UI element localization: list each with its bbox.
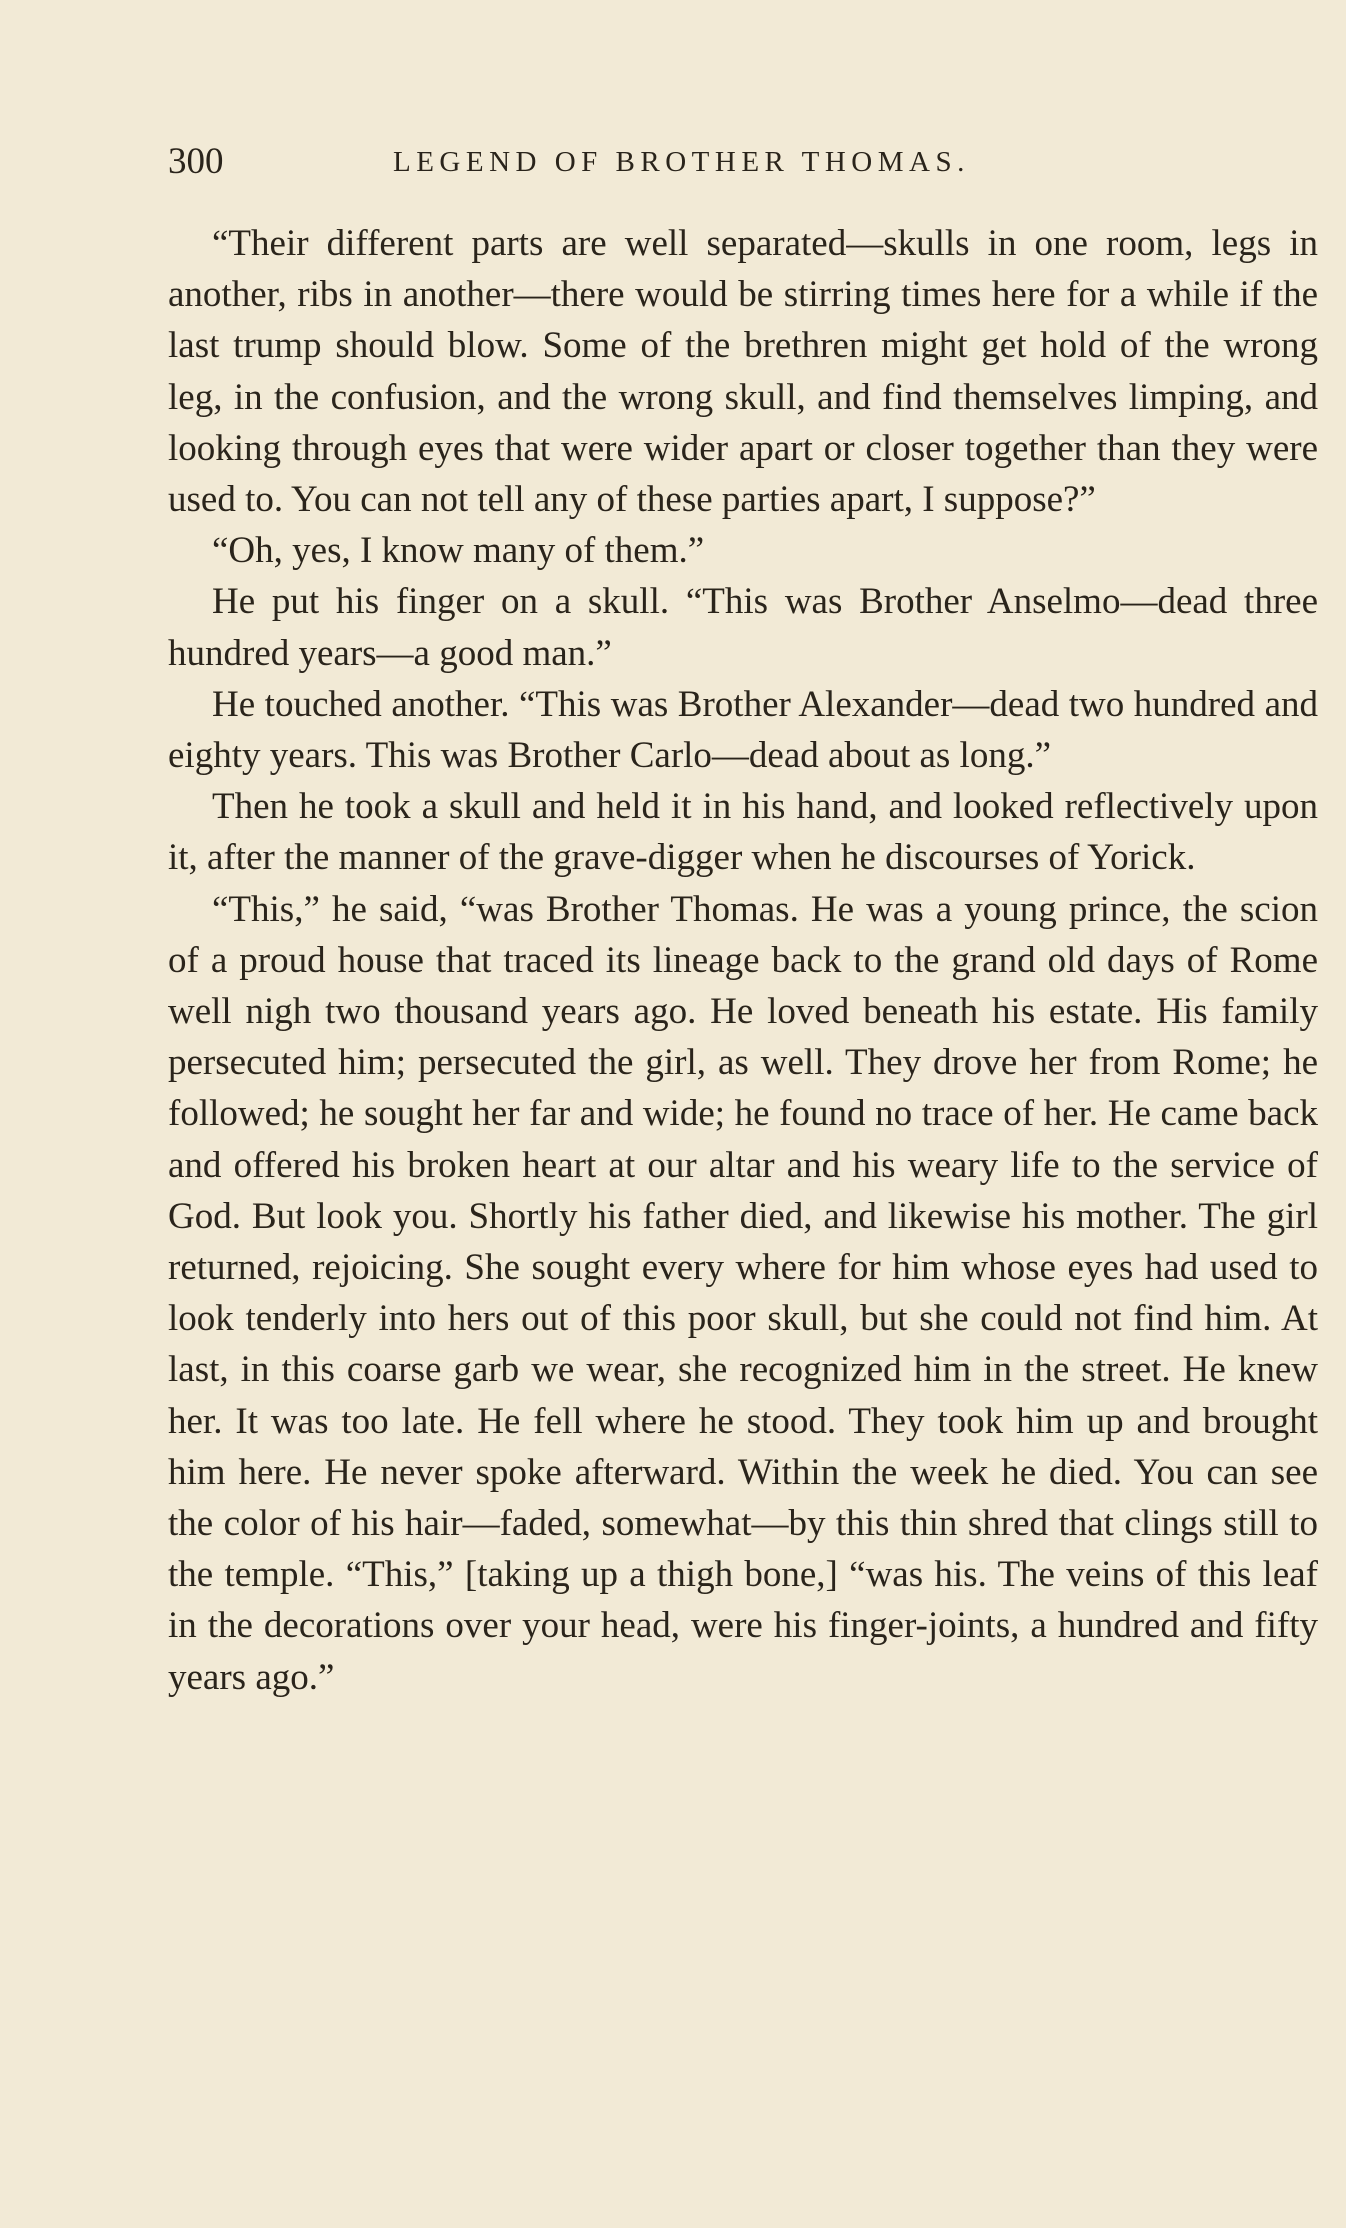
paragraph: “Their different parts are well separated—skulls in one room, legs in another, ribs in another—there would be stirring times here for a while if the last trump should blow. Some of the brethren might get hold of the wrong leg, in the confusion, and the wrong skull, and find themselves limping, and looking through eyes that were wider apart or closer together than they were used to. You can not tell any of these parties apart, I suppose?” — [168, 223, 1318, 521]
paragraph: He put his finger on a skull. “This was Brother Anselmo—dead three hundred years—a good man.” — [168, 581, 1318, 674]
paragraph: “This,” he said, “was Brother Thomas. He was a young prince, the scion of a proud house that traced its lineage back to the grand old days of Rome well nigh two thousand years ago. He loved beneath his estate. His family persecuted him; persecuted the girl, as well. They drove her from Rome; he followed; he sought her far and wide; he found no trace of her. He came back and offered his broken heart at our altar and his weary life to the service of God. But look you. Shortly his father died, and likewise his mother. The girl returned, rejoicing. She sought every where for him whose eyes had used to look tenderly into hers out of this poor skull, but she could not find him. At last, in this coarse garb we wear, she recognized him in the street. He knew her. It was too late. He fell where he stood. They took him up and brought him here. He never spoke afterward. Within the week he died. You can see the color of his hair—faded, somewhat—by this thin shred that clings still to the temple. “This,” [taking up a thigh bone,] “was his. The veins of this leaf in the decorations over your head, were his finger-joints, a hundred and fifty years ago.” — [168, 888, 1318, 1698]
body-text — [168, 218, 1318, 1703]
paragraph: He touched another. “This was Brother Alexander—dead two hundred and eighty years. This was Brother Carlo—dead about as long.” — [168, 683, 1318, 777]
paragraph: Then he took a skull and held it in his hand, and looked reflectively upon it, after the manner of the grave-digger when he discourses of Yorick. — [168, 786, 1318, 879]
running-title: LEGEND OF BROTHER THOMAS. — [393, 146, 970, 178]
page-number: 300 — [168, 141, 224, 182]
page-header — [168, 140, 1318, 184]
paragraph: “Oh, yes, I know many of them.” — [212, 530, 705, 572]
